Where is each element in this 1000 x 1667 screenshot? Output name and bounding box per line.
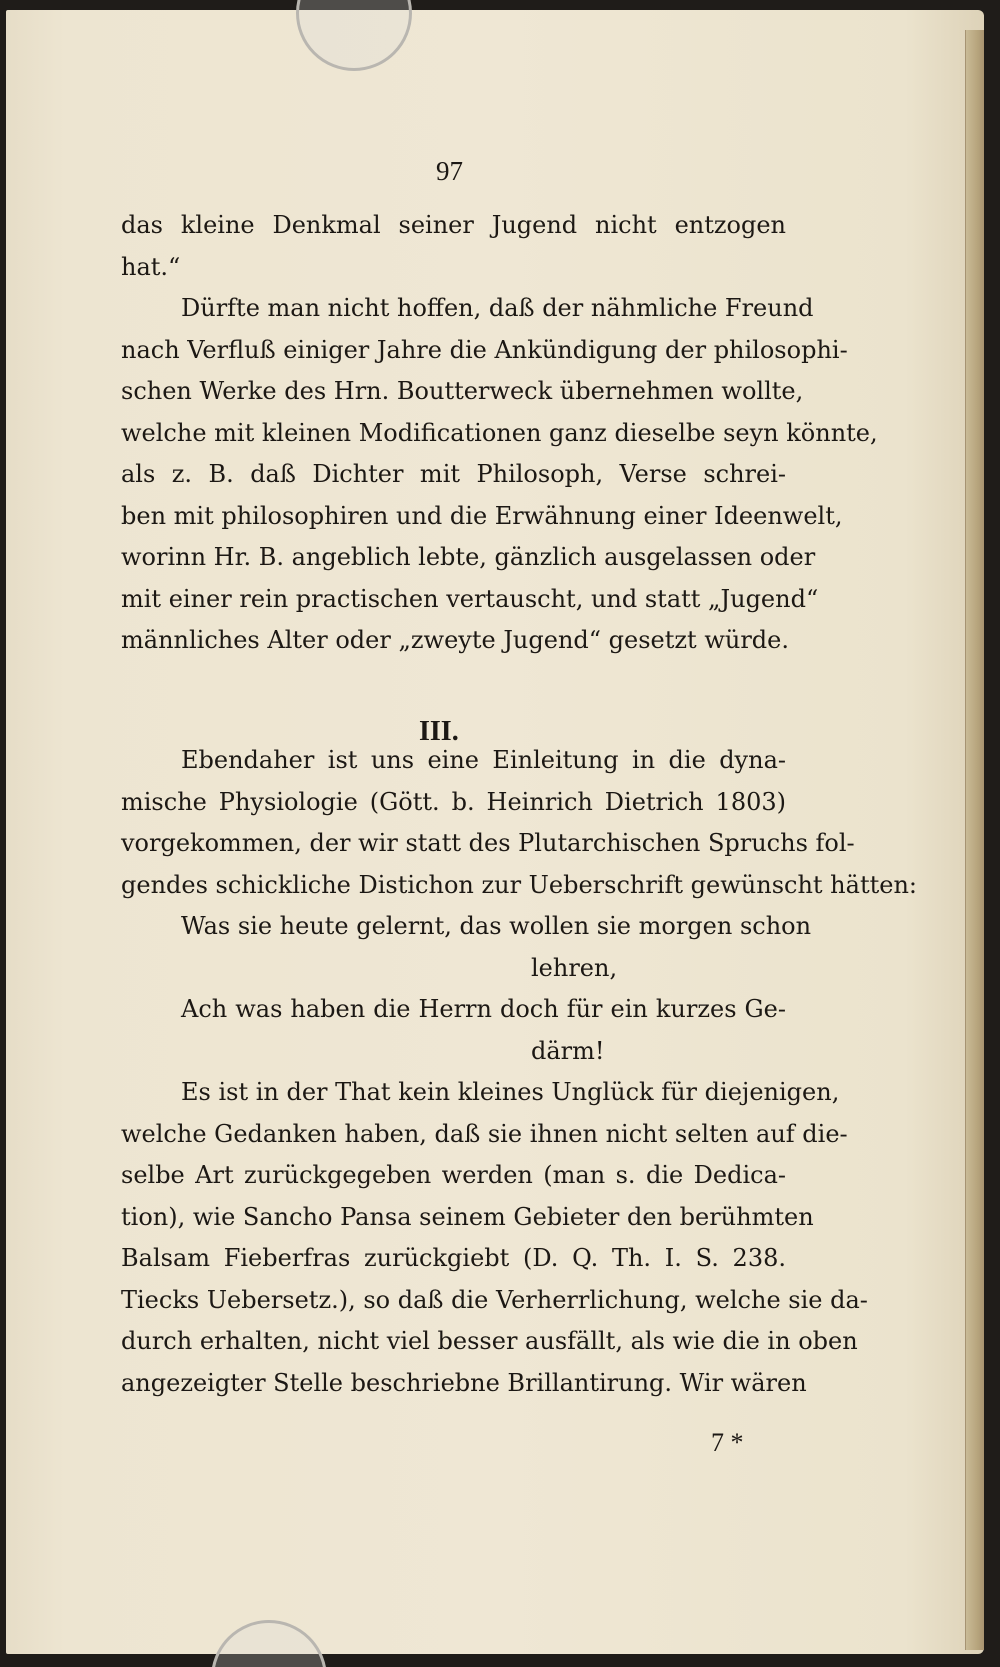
page-clip-top	[296, 0, 412, 71]
text-line: welche Gedanken haben, daß sie ihnen nicht selten auf die‐	[121, 1120, 848, 1148]
text-line: vorgekommen, der wir statt des Plutarchischen Spruchs fol‐	[121, 829, 855, 857]
text-line: Ebendaher ist uns eine Einleitung in die dyna‐	[181, 746, 786, 774]
text-line: hat.“	[121, 253, 181, 281]
text-line: Es ist in der That kein kleines Unglück für diejenigen,	[181, 1078, 840, 1106]
signature-mark: 7 *	[711, 1428, 744, 1457]
page-clip-bottom	[211, 1620, 327, 1667]
text-line: welche mit kleinen Modificationen ganz dieselbe seyn könnte,	[121, 419, 878, 447]
text-line: tion), wie Sancho Pansa seinem Gebieter den berühmten	[121, 1203, 814, 1231]
text-line: Balsam Fieberfras zurückgiebt (D. Q. Th. I. S. 238.	[121, 1244, 786, 1272]
text-line: das kleine Denkmal seiner Jugend nicht entzogen	[121, 211, 786, 239]
text-line: Dürfte man nicht hoffen, daß der nähmliche Freund	[181, 294, 814, 322]
text-line: angezeigter Stelle beschriebne Brillantirung. Wir wären	[121, 1369, 807, 1397]
text-line: mische Physiologie (Gött. b. Heinrich Dietrich 1803)	[121, 788, 786, 816]
page-edge	[965, 30, 984, 1650]
section-heading: III.	[419, 716, 459, 747]
text-line: männliches Alter oder „zweyte Jugend“ gesetzt würde.	[121, 626, 789, 654]
text-line: ben mit philosophiren und die Erwähnung einer Ideenwelt,	[121, 502, 843, 530]
verse-line: Ach was haben die Herrn doch für ein kurzes Ge‐	[181, 995, 786, 1023]
verse-line: Was sie heute gelernt, das wollen sie morgen schon	[181, 912, 812, 940]
text-line: nach Verfluß einiger Jahre die Ankündigung der philosophi‐	[121, 336, 848, 364]
text-line: selbe Art zurückgegeben werden (man s. die Dedica‐	[121, 1161, 786, 1189]
text-line: als z. B. daß Dichter mit Philosoph, Verse schrei‐	[121, 460, 786, 488]
text-line: mit einer rein practischen vertauscht, und statt „Jugend“	[121, 585, 819, 613]
text-line: worinn Hr. B. angeblich lebte, gänzlich ausgelassen oder	[121, 543, 816, 571]
verse-line: lehren,	[531, 954, 618, 982]
book-page	[6, 10, 984, 1654]
text-line: durch erhalten, nicht viel besser ausfällt, als wie die in oben	[121, 1327, 858, 1355]
page-number: 97	[436, 156, 463, 186]
verse-line: därm!	[531, 1037, 605, 1065]
text-line: Tiecks Uebersetz.), so daß die Verherrlichung, welche sie da‐	[121, 1286, 868, 1314]
text-line: schen Werke des Hrn. Boutterweck übernehmen wollte,	[121, 377, 804, 405]
text-line: gendes schickliche Distichon zur Ueberschrift gewünscht hätten:	[121, 871, 917, 899]
